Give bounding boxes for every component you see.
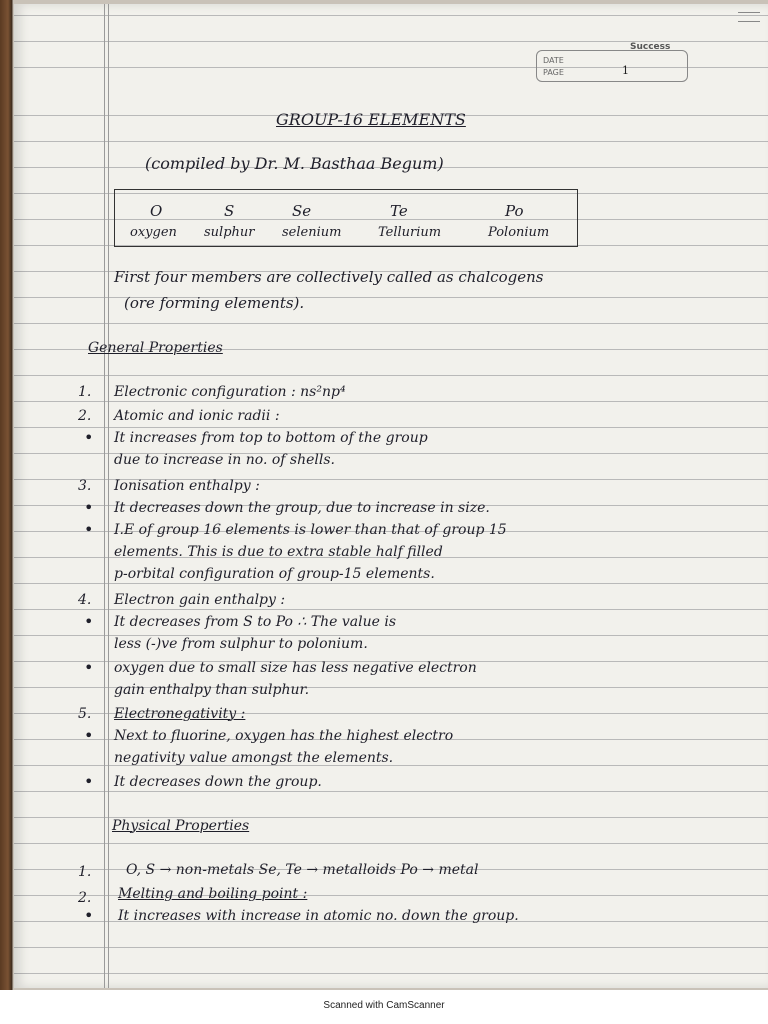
note-line: Electron gain enthalpy : [114, 592, 286, 608]
margin-line [104, 4, 109, 988]
note-line: Atomic and ionic radii : [114, 408, 280, 424]
note-line: negativity value amongst the elements. [114, 750, 394, 766]
section-heading: Physical Properties [112, 818, 250, 834]
page-label: PAGE [543, 68, 564, 77]
element-name: Tellurium [378, 225, 442, 240]
brand-label: Success [630, 42, 671, 52]
item-number: 1. [78, 384, 92, 400]
intro-line: First four members are collectively called as chalcogens [114, 268, 544, 286]
note-line: It decreases from S to Po ∴ The value is [114, 614, 397, 630]
note-line: I.E of group 16 elements is lower than that of group 15 [114, 522, 507, 538]
notebook-sheet [14, 4, 768, 988]
note-line: Electronegativity : [114, 706, 246, 722]
item-number: 4. [78, 592, 92, 608]
item-number: 5. [78, 706, 92, 722]
section-heading: General Properties [88, 340, 223, 356]
note-line: p-orbital configuration of group-15 elements. [114, 566, 435, 582]
element-name: selenium [282, 225, 342, 240]
note-line: It decreases down the group. [114, 774, 322, 790]
note-line: O, S → non-metals Se, Te → metalloids Po → metal [126, 862, 479, 878]
date-page-box [536, 50, 688, 82]
bullet-mark: • [84, 906, 94, 925]
page-number: 1 [622, 64, 629, 77]
note-line: oxygen due to small size has less negative electron [114, 660, 477, 676]
element-symbol: Se [292, 202, 312, 220]
bullet-mark: • [84, 498, 94, 517]
element-symbol: Te [390, 202, 408, 220]
note-line: due to increase in no. of shells. [114, 452, 335, 468]
note-line: It increases from top to bottom of the group [114, 430, 428, 446]
scanner-watermark: Scanned with CamScanner [323, 1000, 445, 1011]
date-label: DATE [543, 56, 564, 65]
note-line: less (-)ve from sulphur to polonium. [114, 636, 368, 652]
bullet-mark: • [84, 772, 94, 791]
element-symbol: S [224, 202, 235, 220]
note-line: gain enthalpy than sulphur. [114, 682, 310, 698]
element-name: Polonium [488, 225, 550, 240]
note-line: elements. This is due to extra stable half filled [114, 544, 443, 560]
page-title: GROUP-16 ELEMENTS [276, 110, 466, 129]
element-symbol: Po [505, 202, 524, 220]
note-line: Next to fluorine, oxygen has the highest electro [114, 728, 454, 744]
element-name: sulphur [204, 225, 255, 240]
item-number: 2. [78, 408, 92, 424]
note-line: Ionisation enthalpy : [114, 478, 260, 494]
bullet-mark: • [84, 428, 94, 447]
corner-mark [738, 12, 760, 22]
note-line: Electronic configuration : ns²np⁴ [114, 384, 346, 400]
element-symbol: O [150, 202, 163, 220]
compiled-by: (compiled by Dr. M. Basthaa Begum) [145, 154, 444, 173]
note-line: It increases with increase in atomic no. down the group. [118, 908, 519, 924]
intro-line: (ore forming elements). [124, 294, 305, 312]
note-line: It decreases down the group, due to increase in size. [114, 500, 490, 516]
note-line: Melting and boiling point : [118, 886, 308, 902]
bullet-mark: • [84, 612, 94, 631]
item-number: 3. [78, 478, 92, 494]
bullet-mark: • [84, 726, 94, 745]
item-number: 1. [78, 864, 92, 880]
item-number: 2. [78, 890, 92, 906]
bullet-mark: • [84, 658, 94, 677]
element-name: oxygen [130, 225, 177, 240]
bullet-mark: • [84, 520, 94, 539]
